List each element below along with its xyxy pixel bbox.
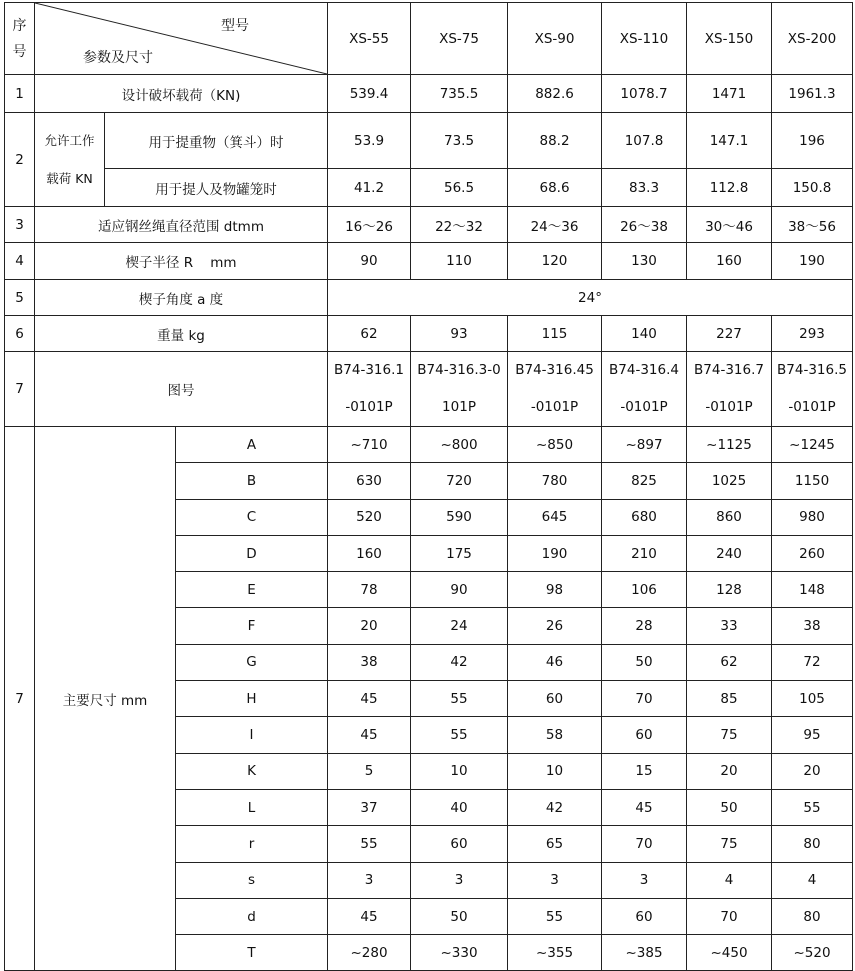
table-row	[5, 316, 853, 352]
cell: 293	[772, 316, 853, 352]
cell: 60	[602, 898, 687, 934]
drawing-number-bottom: -0101P	[788, 399, 836, 415]
cell: 38	[328, 644, 411, 680]
cell: ~450	[687, 935, 772, 971]
cell: 98	[508, 572, 602, 608]
cell: ~1125	[687, 427, 772, 463]
cell: 107.8	[602, 113, 687, 169]
row-label: 图号	[35, 352, 328, 427]
header-row	[5, 3, 853, 75]
drawing-number-top: B74-316.5	[777, 362, 847, 378]
table-row	[5, 243, 853, 280]
cell: 55	[508, 898, 602, 934]
drawing-number	[772, 352, 853, 427]
cell: 1961.3	[772, 75, 853, 113]
cell: 140	[602, 316, 687, 352]
cell: 5	[328, 753, 411, 789]
cell: 175	[411, 535, 508, 571]
cell: 16～26	[328, 207, 411, 243]
model-header: XS-150	[687, 3, 772, 75]
cell: 4	[772, 862, 853, 898]
cell: 62	[687, 644, 772, 680]
cell: 41.2	[328, 169, 411, 207]
cell: 630	[328, 463, 411, 499]
drawing-number-bottom: -0101P	[620, 399, 668, 415]
cell: 1150	[772, 463, 853, 499]
cell: 15	[602, 753, 687, 789]
dim-name: r	[176, 826, 328, 862]
row-seq: 7	[5, 427, 35, 971]
dim-name: D	[176, 535, 328, 571]
table-row	[5, 169, 853, 207]
cell: 88.2	[508, 113, 602, 169]
drawing-number-bottom: -0101P	[705, 399, 753, 415]
dim-name: K	[176, 753, 328, 789]
diagonal-header-cell	[35, 3, 328, 75]
cell: 240	[687, 535, 772, 571]
cell: 720	[411, 463, 508, 499]
cell: 50	[687, 789, 772, 825]
cell: 1025	[687, 463, 772, 499]
model-header: XS-75	[411, 3, 508, 75]
cell: 196	[772, 113, 853, 169]
dim-name: G	[176, 644, 328, 680]
cell: 148	[772, 572, 853, 608]
cell: 62	[328, 316, 411, 352]
cell: 539.4	[328, 75, 411, 113]
cell: 95	[772, 717, 853, 753]
model-header: XS-90	[508, 3, 602, 75]
cell: 45	[328, 681, 411, 717]
params-label: 参数及尺寸	[83, 50, 153, 66]
cell: 1471	[687, 75, 772, 113]
cell: 520	[328, 499, 411, 535]
cell: 80	[772, 898, 853, 934]
cell: 55	[772, 789, 853, 825]
cell: 20	[328, 608, 411, 644]
seq-header-bottom: 号	[12, 43, 27, 60]
cell: 60	[602, 717, 687, 753]
dim-name: A	[176, 427, 328, 463]
cell: 53.9	[328, 113, 411, 169]
model-label: 型号	[221, 18, 250, 34]
cell: 90	[328, 243, 411, 280]
row-label: 楔子半径 R mm	[35, 243, 328, 280]
cell: 4	[687, 862, 772, 898]
cell: 83.3	[602, 169, 687, 207]
cell: 150.8	[772, 169, 853, 207]
cell: 24～36	[508, 207, 602, 243]
cell: 75	[687, 826, 772, 862]
cell: 20	[687, 753, 772, 789]
drawing-number-top: B74-316.45	[515, 362, 594, 378]
cell: 28	[602, 608, 687, 644]
cell: 70	[602, 681, 687, 717]
dim-name: E	[176, 572, 328, 608]
cell: 1078.7	[602, 75, 687, 113]
cell: 780	[508, 463, 602, 499]
row-seq: 3	[5, 207, 35, 243]
row-seq: 4	[5, 243, 35, 280]
cell: 680	[602, 499, 687, 535]
row-seq: 1	[5, 75, 35, 113]
cell: 30～46	[687, 207, 772, 243]
cell: 825	[602, 463, 687, 499]
cell: 10	[508, 753, 602, 789]
drawing-number-top: B74-316.3-0	[417, 362, 501, 378]
cell: 58	[508, 717, 602, 753]
cell: ~1245	[772, 427, 853, 463]
drawing-number-bottom: 101P	[442, 399, 476, 415]
cell: 73.5	[411, 113, 508, 169]
table-row	[5, 113, 853, 169]
dim-name: s	[176, 862, 328, 898]
cell: 70	[602, 826, 687, 862]
cell: 210	[602, 535, 687, 571]
drawing-number-bottom: -0101P	[345, 399, 393, 415]
row-label: 设计破坏载荷（KN)	[35, 75, 328, 113]
cell: 72	[772, 644, 853, 680]
cell: 105	[772, 681, 853, 717]
cell: 120	[508, 243, 602, 280]
cell: 160	[687, 243, 772, 280]
cell: 3	[508, 862, 602, 898]
table-row	[5, 207, 853, 243]
drawing-number	[602, 352, 687, 427]
cell: 45	[328, 898, 411, 934]
cell: 37	[328, 789, 411, 825]
cell: ~330	[411, 935, 508, 971]
cell: 860	[687, 499, 772, 535]
cell: 42	[508, 789, 602, 825]
cell: 46	[508, 644, 602, 680]
cell: 227	[687, 316, 772, 352]
cell: ~897	[602, 427, 687, 463]
diagonal-line	[35, 3, 327, 74]
cell: 26～38	[602, 207, 687, 243]
cell: 24	[411, 608, 508, 644]
cell: 3	[328, 862, 411, 898]
row-seq: 7	[5, 352, 35, 427]
cell: ~710	[328, 427, 411, 463]
cell: ~355	[508, 935, 602, 971]
cell: ~850	[508, 427, 602, 463]
dim-row	[5, 427, 853, 463]
spec-table	[4, 2, 853, 971]
seq-header-top: 序	[12, 17, 27, 34]
drawing-number-top: B74-316.1	[334, 362, 404, 378]
cell: 735.5	[411, 75, 508, 113]
cell: 50	[602, 644, 687, 680]
cell: 78	[328, 572, 411, 608]
row-seq: 6	[5, 316, 35, 352]
cell: 45	[602, 789, 687, 825]
drawing-number	[328, 352, 411, 427]
cell: 147.1	[687, 113, 772, 169]
cell: 3	[602, 862, 687, 898]
cell: 645	[508, 499, 602, 535]
row-label: 用于提重物（箕斗）时	[105, 113, 328, 169]
cell: 882.6	[508, 75, 602, 113]
main-dims-label: 主要尺寸 mm	[35, 427, 176, 971]
wedge-angle-value: 24°	[328, 280, 853, 316]
dim-name: B	[176, 463, 328, 499]
drawing-number-bottom: -0101P	[530, 399, 579, 415]
cell: 40	[411, 789, 508, 825]
drawing-number	[508, 352, 602, 427]
row-label: 用于提人及物罐笼时	[105, 169, 328, 207]
cell: 38～56	[772, 207, 853, 243]
cell: 93	[411, 316, 508, 352]
cell: 60	[508, 681, 602, 717]
cell: 110	[411, 243, 508, 280]
cell: 190	[772, 243, 853, 280]
cell: 55	[328, 826, 411, 862]
cell: 106	[602, 572, 687, 608]
cell: 128	[687, 572, 772, 608]
cell: 65	[508, 826, 602, 862]
cell: 50	[411, 898, 508, 934]
cell: 70	[687, 898, 772, 934]
cell: 33	[687, 608, 772, 644]
drawing-number-top: B74-316.4	[609, 362, 679, 378]
model-header: XS-110	[602, 3, 687, 75]
model-header: XS-200	[772, 3, 853, 75]
row-seq: 5	[5, 280, 35, 316]
cell: ~385	[602, 935, 687, 971]
cell: 590	[411, 499, 508, 535]
seq-header	[5, 3, 35, 75]
drawing-number	[411, 352, 508, 427]
dim-name: I	[176, 717, 328, 753]
allowed-load-bottom: 载荷 KN	[46, 170, 93, 186]
cell: 42	[411, 644, 508, 680]
cell: 38	[772, 608, 853, 644]
row-label: 适应钢丝绳直径范围 dtmm	[35, 207, 328, 243]
cell: 68.6	[508, 169, 602, 207]
cell: 56.5	[411, 169, 508, 207]
cell: 26	[508, 608, 602, 644]
dim-name: L	[176, 789, 328, 825]
drawing-number	[687, 352, 772, 427]
cell: 90	[411, 572, 508, 608]
cell: 10	[411, 753, 508, 789]
cell: 190	[508, 535, 602, 571]
dim-name: d	[176, 898, 328, 934]
dim-name: H	[176, 681, 328, 717]
cell: 60	[411, 826, 508, 862]
cell: ~520	[772, 935, 853, 971]
cell: 85	[687, 681, 772, 717]
cell: 3	[411, 862, 508, 898]
cell: 45	[328, 717, 411, 753]
table-row	[5, 352, 853, 427]
cell: 260	[772, 535, 853, 571]
cell: 980	[772, 499, 853, 535]
cell: ~280	[328, 935, 411, 971]
cell: 80	[772, 826, 853, 862]
table-row	[5, 75, 853, 113]
cell: 75	[687, 717, 772, 753]
cell: 160	[328, 535, 411, 571]
cell: 22～32	[411, 207, 508, 243]
dim-name: C	[176, 499, 328, 535]
row-seq: 2	[5, 113, 35, 207]
cell: ~800	[411, 427, 508, 463]
dim-name: T	[176, 935, 328, 971]
drawing-number-top: B74-316.7	[694, 362, 764, 378]
cell: 112.8	[687, 169, 772, 207]
table-row	[5, 280, 853, 316]
cell: 130	[602, 243, 687, 280]
cell: 115	[508, 316, 602, 352]
allowed-load-group	[35, 113, 105, 207]
cell: 55	[411, 717, 508, 753]
row-label: 重量 kg	[35, 316, 328, 352]
row-label: 楔子角度 a 度	[35, 280, 328, 316]
dim-name: F	[176, 608, 328, 644]
cell: 20	[772, 753, 853, 789]
model-header: XS-55	[328, 3, 411, 75]
allowed-load-top: 允许工作	[44, 132, 95, 148]
cell: 55	[411, 681, 508, 717]
